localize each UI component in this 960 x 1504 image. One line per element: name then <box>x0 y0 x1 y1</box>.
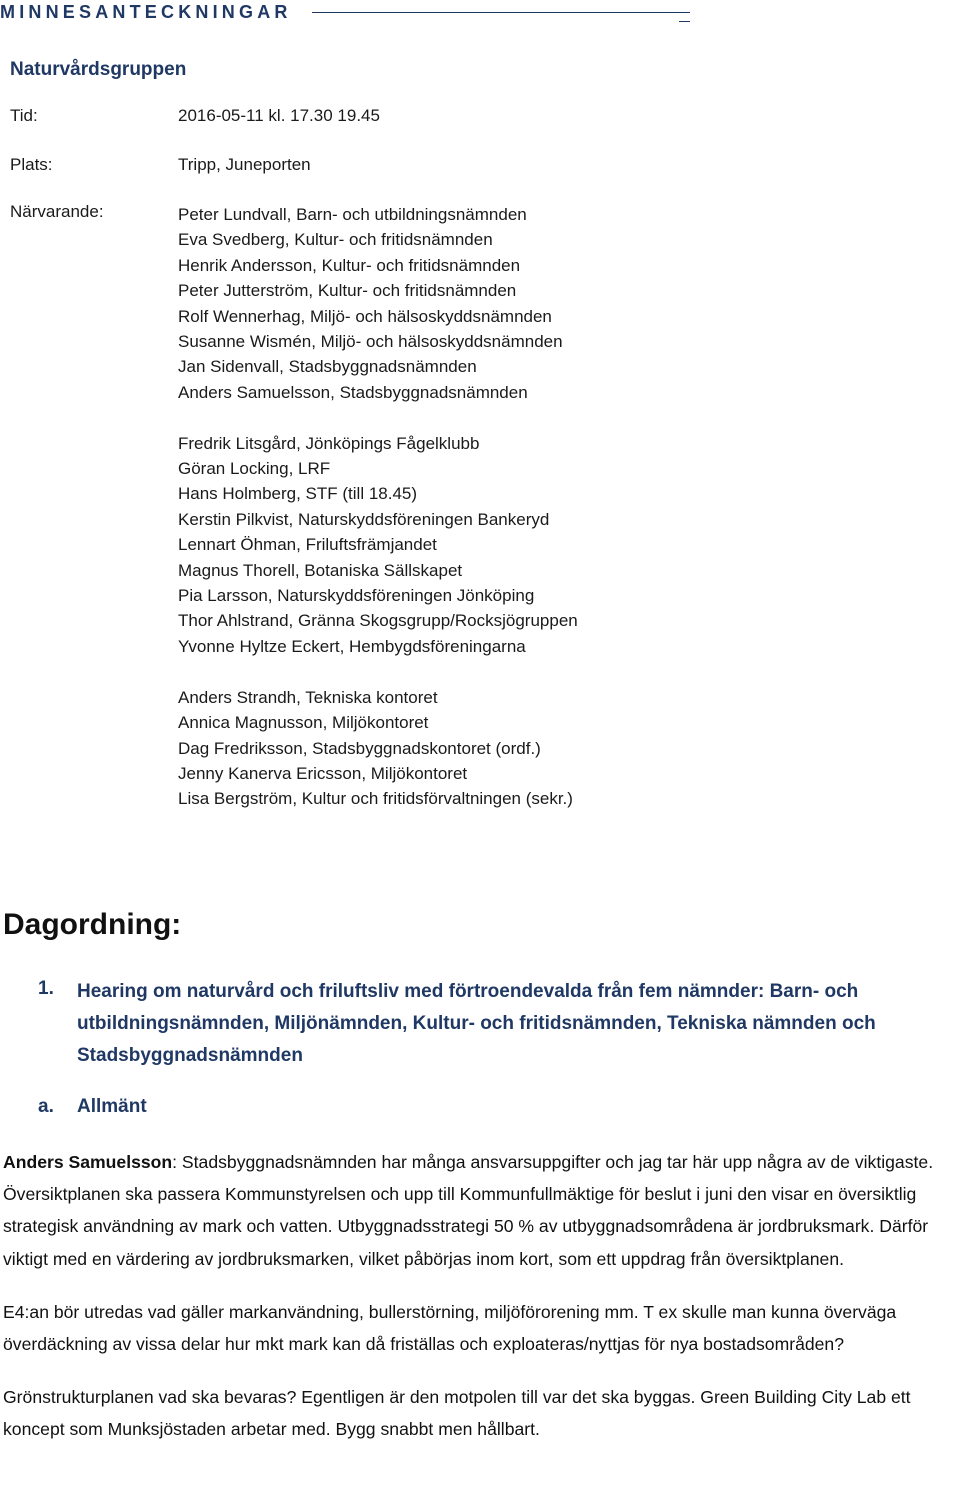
attendees-officials <box>178 685 938 812</box>
attendee: Anders Samuelsson, Stadsbyggnadsnämnden <box>178 382 528 402</box>
attendee: Göran Locking, LRF <box>178 459 331 479</box>
attendee: Anders Strandh, Tekniska kontoret <box>178 687 438 707</box>
attendee: Magnus Thorell, Botaniska Sällskapet <box>178 560 463 580</box>
time-label: Tid: <box>10 106 38 125</box>
attendee: Yvonne Hyltze Eckert, Hembygdsföreningarna <box>178 636 526 656</box>
document-header <box>0 0 700 26</box>
document-type: MINNESANTECKNINGAR <box>0 2 292 22</box>
attendee: Hans Holmberg, STF (till 18.45) <box>178 484 418 504</box>
minutes-body <box>3 1146 958 1467</box>
attendee: Eva Svedberg, Kultur- och fritidsnämnden <box>178 230 493 250</box>
attendee: Fredrik Litsgård, Jönköpings Fågelklubb <box>178 433 480 453</box>
agenda-item-number: 1. <box>38 978 54 999</box>
time-value: 2016-05-11 kl. 17.30 19.45 <box>178 106 380 125</box>
agenda-title: Dagordning: <box>3 908 182 941</box>
agenda-item-text: Hearing om naturvård och friluftsliv med förtroendevalda från fem nämnder: Barn- och utbildningsnämnden, Miljönämnden, Kultur- och fritidsnämnden, Tekniska nämnden och Stadsbyggnadsnämnden <box>77 981 876 1066</box>
attendee: Pia Larsson, Naturskyddsföreningen Jönköping <box>178 586 535 606</box>
attendees-organizations <box>178 431 938 660</box>
header-rule <box>312 12 690 13</box>
speaker-name: Anders Samuelsson <box>3 1152 173 1172</box>
attendee: Henrik Andersson, Kultur- och fritidsnämnden <box>178 255 521 275</box>
attendee: Susanne Wismén, Miljö- och hälsoskyddsnämnden <box>178 332 563 352</box>
paragraph-1-text: : Stadsbyggnadsnämnden har många ansvarsuppgifter och jag tar här upp några av de viktigaste. Översiktplanen ska passera Kommunstyrelsen och upp till Kommunfullmäktige för beslut i juni den visar en översiktlig strategisk användning av mark och vatten. Utbyggnadsstrategi 50 % av utbyggnadsområdena är jordbruksmark. Därför viktigt med en värdering av jordbruksmarken, vilket påbörjas inom kort, som ett uppdrag från översiktplanen. <box>3 1152 934 1269</box>
attendee: Thor Ahlstrand, Gränna Skogsgrupp/Rocksjögruppen <box>178 611 578 631</box>
header-rule-tail <box>679 21 690 22</box>
present-label: Närvarande: <box>10 202 104 221</box>
group-name: Naturvårdsgruppen <box>10 59 187 80</box>
paragraph-3: Grönstrukturplanen vad ska bevaras? Egentligen är den motpolen till var det ska byggas. Green Building City Lab ett koncept som Munksjöstaden arbetar med. Bygg snabbt men hållbart. <box>3 1387 911 1440</box>
agenda-subitem-letter: a. <box>38 1096 54 1117</box>
attendee: Jenny Kanerva Ericsson, Miljökontoret <box>178 763 468 783</box>
attendee: Peter Jutterström, Kultur- och fritidsnämnden <box>178 281 517 301</box>
paragraph-2: E4:an bör utredas vad gäller markanvändning, bullerstörning, miljöförorening mm. T ex skulle man kunna överväga överdäckning av vissa delar hur mkt mark kan då friställas och exploateras/nyttjas för nya bostadsområden? <box>3 1301 897 1355</box>
attendee: Lennart Öhman, Friluftsfrämjandet <box>178 535 437 555</box>
attendee: Peter Lundvall, Barn- och utbildningsnämnden <box>178 205 527 224</box>
attendee: Annica Magnusson, Miljökontoret <box>178 713 429 733</box>
attendees-politicians <box>178 202 938 405</box>
paragraph-1 <box>3 1146 958 1275</box>
place-label: Plats: <box>10 155 53 174</box>
attendee: Jan Sidenvall, Stadsbyggnadsnämnden <box>178 357 477 377</box>
attendee: Kerstin Pilkvist, Naturskyddsföreningen Bankeryd <box>178 509 550 529</box>
attendee: Rolf Wennerhag, Miljö- och hälsoskyddsnämnden <box>178 306 552 326</box>
attendee-list <box>178 202 938 812</box>
agenda-subitem-text: Allmänt <box>77 1096 147 1117</box>
attendee: Dag Fredriksson, Stadsbyggnadskontoret (ordf.) <box>178 738 541 758</box>
place-value: Tripp, Juneporten <box>178 155 311 174</box>
attendee: Lisa Bergström, Kultur och fritidsförvaltningen (sekr.) <box>178 789 573 809</box>
